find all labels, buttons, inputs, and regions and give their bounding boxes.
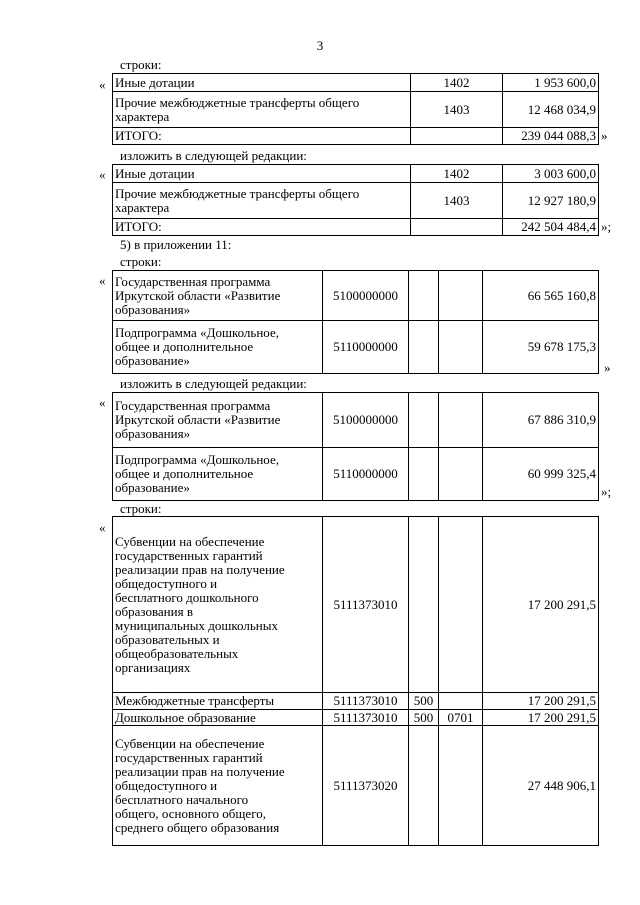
row-name: Подпрограмма «Дошкольное, общее и дополнительное образование»: [113, 448, 323, 501]
row-value: 17 200 291,5: [483, 517, 599, 693]
row-code: [411, 219, 503, 236]
page-number: 3: [316, 38, 324, 53]
section5-table: [112, 516, 599, 846]
row-c1: 500: [409, 693, 439, 710]
row-name: Государственная программа Иркутской области «Развитие образования»: [113, 271, 323, 321]
row-code: 5111373010: [323, 693, 409, 710]
row-code: 5111373010: [323, 517, 409, 693]
row-c2: 0701: [439, 710, 483, 726]
row-c2: [439, 448, 483, 501]
row-value: 3 003 600,0: [503, 165, 599, 183]
row-name: Межбюджетные трансферты: [113, 693, 323, 710]
row-name: Подпрограмма «Дошкольное, общее и дополнительное образование»: [113, 321, 323, 374]
row-c2: [439, 517, 483, 693]
row-value: 59 678 175,3: [483, 321, 599, 374]
row-code: 5100000000: [323, 271, 409, 321]
section2-table: [112, 164, 599, 236]
row-name: Государственная программа Иркутской области «Развитие образования»: [113, 393, 323, 448]
row-value: 12 468 034,9: [503, 92, 599, 128]
table-row: [113, 321, 599, 374]
row-c2: [439, 271, 483, 321]
section5-heading: строки:: [120, 501, 162, 516]
row-code: 5111373020: [323, 726, 409, 846]
row-value: 66 565 160,8: [483, 271, 599, 321]
row-c2: [439, 393, 483, 448]
row-c1: 500: [409, 710, 439, 726]
appendix-line: 5) в приложении 11:: [120, 237, 232, 252]
table-row: [113, 693, 599, 710]
table-row: [113, 710, 599, 726]
section1-table: [112, 73, 599, 145]
row-name: Иные дотации: [113, 74, 411, 92]
section4-heading: изложить в следующей редакции:: [120, 376, 307, 391]
section2-open-quote: «: [99, 167, 106, 182]
row-c1: [409, 448, 439, 501]
table-row: [113, 448, 599, 501]
table-row: [113, 726, 599, 846]
table-row: [113, 393, 599, 448]
row-value: 67 886 310,9: [483, 393, 599, 448]
section4-open-quote: «: [99, 395, 106, 410]
row-code: 1402: [411, 74, 503, 92]
row-c1: [409, 393, 439, 448]
row-code: 1403: [411, 183, 503, 219]
row-code: 5111373010: [323, 710, 409, 726]
row-name: ИТОГО:: [113, 219, 411, 236]
section1-heading: строки:: [120, 57, 162, 72]
row-value: 60 999 325,4: [483, 448, 599, 501]
section3-open-quote: «: [99, 273, 106, 288]
table-row: [113, 517, 599, 693]
row-c1: [409, 726, 439, 846]
row-code: 1403: [411, 92, 503, 128]
table-row: [113, 74, 599, 92]
section2-close-quote: »;: [601, 219, 612, 234]
table-row: [113, 92, 599, 128]
table-row: [113, 183, 599, 219]
row-name: Прочие межбюджетные трансферты общего характера: [113, 183, 411, 219]
section3-close-quote: »: [604, 360, 611, 375]
row-value: 1 953 600,0: [503, 74, 599, 92]
row-value: 17 200 291,5: [483, 693, 599, 710]
row-name: Прочие межбюджетные трансферты общего характера: [113, 92, 411, 128]
row-value: 242 504 484,4: [503, 219, 599, 236]
table-row: [113, 219, 599, 236]
row-code: 5100000000: [323, 393, 409, 448]
row-c2: [439, 321, 483, 374]
row-name: Дошкольное образование: [113, 710, 323, 726]
table-row: [113, 165, 599, 183]
section2-heading: изложить в следующей редакции:: [120, 148, 307, 163]
row-c2: [439, 726, 483, 846]
row-name: Субвенции на обеспечение государственных гарантий реализации прав на получение общедоступного и бесплатного дошкольного образования в муниципальных дошкольных образовательных и общеобразовательных организациях: [113, 517, 323, 693]
row-c2: [439, 693, 483, 710]
section3-table: [112, 270, 599, 374]
section4-table: [112, 392, 599, 501]
row-c1: [409, 271, 439, 321]
section3-heading: строки:: [120, 254, 162, 269]
row-c1: [409, 517, 439, 693]
table-row: [113, 128, 599, 145]
row-value: 12 927 180,9: [503, 183, 599, 219]
row-value: 27 448 906,1: [483, 726, 599, 846]
row-value: 239 044 088,3: [503, 128, 599, 145]
row-code: 1402: [411, 165, 503, 183]
table-row: [113, 271, 599, 321]
section1-close-quote: »: [601, 128, 608, 143]
row-name: ИТОГО:: [113, 128, 411, 145]
row-value: 17 200 291,5: [483, 710, 599, 726]
row-name: Субвенции на обеспечение государственных гарантий реализации прав на получение общедоступного и бесплатного начального общего, основного общего, среднего общего образования: [113, 726, 323, 846]
row-code: 5110000000: [323, 321, 409, 374]
section5-open-quote: «: [99, 520, 106, 535]
row-c1: [409, 321, 439, 374]
section4-close-quote: »;: [601, 484, 612, 499]
row-code: 5110000000: [323, 448, 409, 501]
row-name: Иные дотации: [113, 165, 411, 183]
section1-open-quote: «: [99, 77, 106, 92]
row-code: [411, 128, 503, 145]
